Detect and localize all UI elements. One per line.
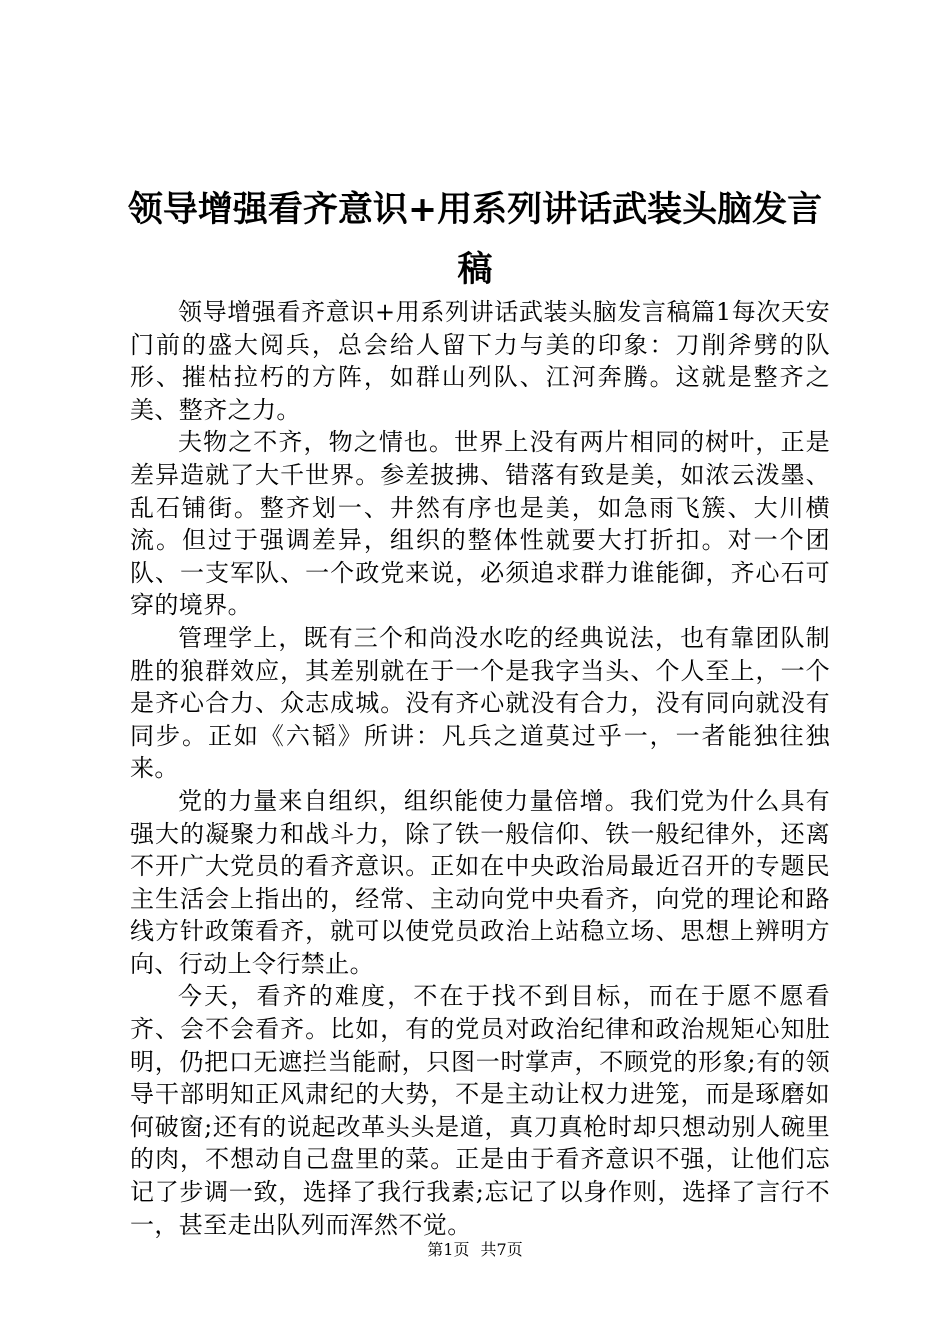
- page-total: 共7页: [480, 1240, 523, 1259]
- paragraph: 领导增强看齐意识+用系列讲话武装头脑发言稿篇1每次天安门前的盛大阅兵，总会给人留下力与美的印象：刀削斧劈的队形、摧枯拉朽的方阵，如群山列队、江河奔腾。这就是整齐之美、整齐之力。: [130, 298, 830, 424]
- page-footer: [0, 1240, 950, 1260]
- document-body: [130, 296, 830, 1241]
- page-number: 第1页: [427, 1240, 470, 1259]
- paragraph: 今天，看齐的难度，不在于找不到目标，而在于愿不愿看齐、会不会看齐。比如，有的党员对政治纪律和政治规矩心知肚明，仍把口无遮拦当能耐，只图一时掌声，不顾党的形象;有的领导干部明知正风肃纪的大势，不是主动让权力进笼，而是琢磨如何破窗;还有的说起改革头头是道，真刀真枪时却只想动别人碗里的肉，不想动自己盘里的菜。正是由于看齐意识不强，让他们忘记了步调一致，选择了我行我素;忘记了以身作则，选择了言行不一，甚至走出队列而浑然不觉。: [130, 982, 830, 1239]
- paragraph: 党的力量来自组织，组织能使力量倍增。我们党为什么具有强大的凝聚力和战斗力，除了铁一般信仰、铁一般纪律外，还离不开广大党员的看齐意识。正如在中央政治局最近召开的专题民主生活会上指出的，经常、主动向党中央看齐，向党的理论和路线方针政策看齐，就可以使党员政治上站稳立场、思想上辨明方向、行动上令行禁止。: [130, 786, 830, 978]
- paragraph: 管理学上，既有三个和尚没水吃的经典说法，也有靠团队制胜的狼群效应，其差别就在于一个是我字当头、个人至上，一个是齐心合力、众志成城。没有齐心就没有合力，没有同向就没有同步。正如《六韬》所讲：凡兵之道莫过乎一，一者能独往独来。: [130, 623, 830, 783]
- document-title: 领导增强看齐意识+用系列讲话武装头脑发言稿: [127, 190, 823, 290]
- paragraph: 夫物之不齐，物之情也。世界上没有两片相同的树叶，正是差异造就了大千世界。参差披拂、错落有致是美，如浓云泼墨、乱石铺街。整齐划一、井然有序也是美，如急雨飞簇、大川横流。但过于强调差异，组织的整体性就要大打折扣。对一个团队、一支军队、一个政党来说，必须追求群力谁能御，齐心石可穿的境界。: [130, 428, 830, 620]
